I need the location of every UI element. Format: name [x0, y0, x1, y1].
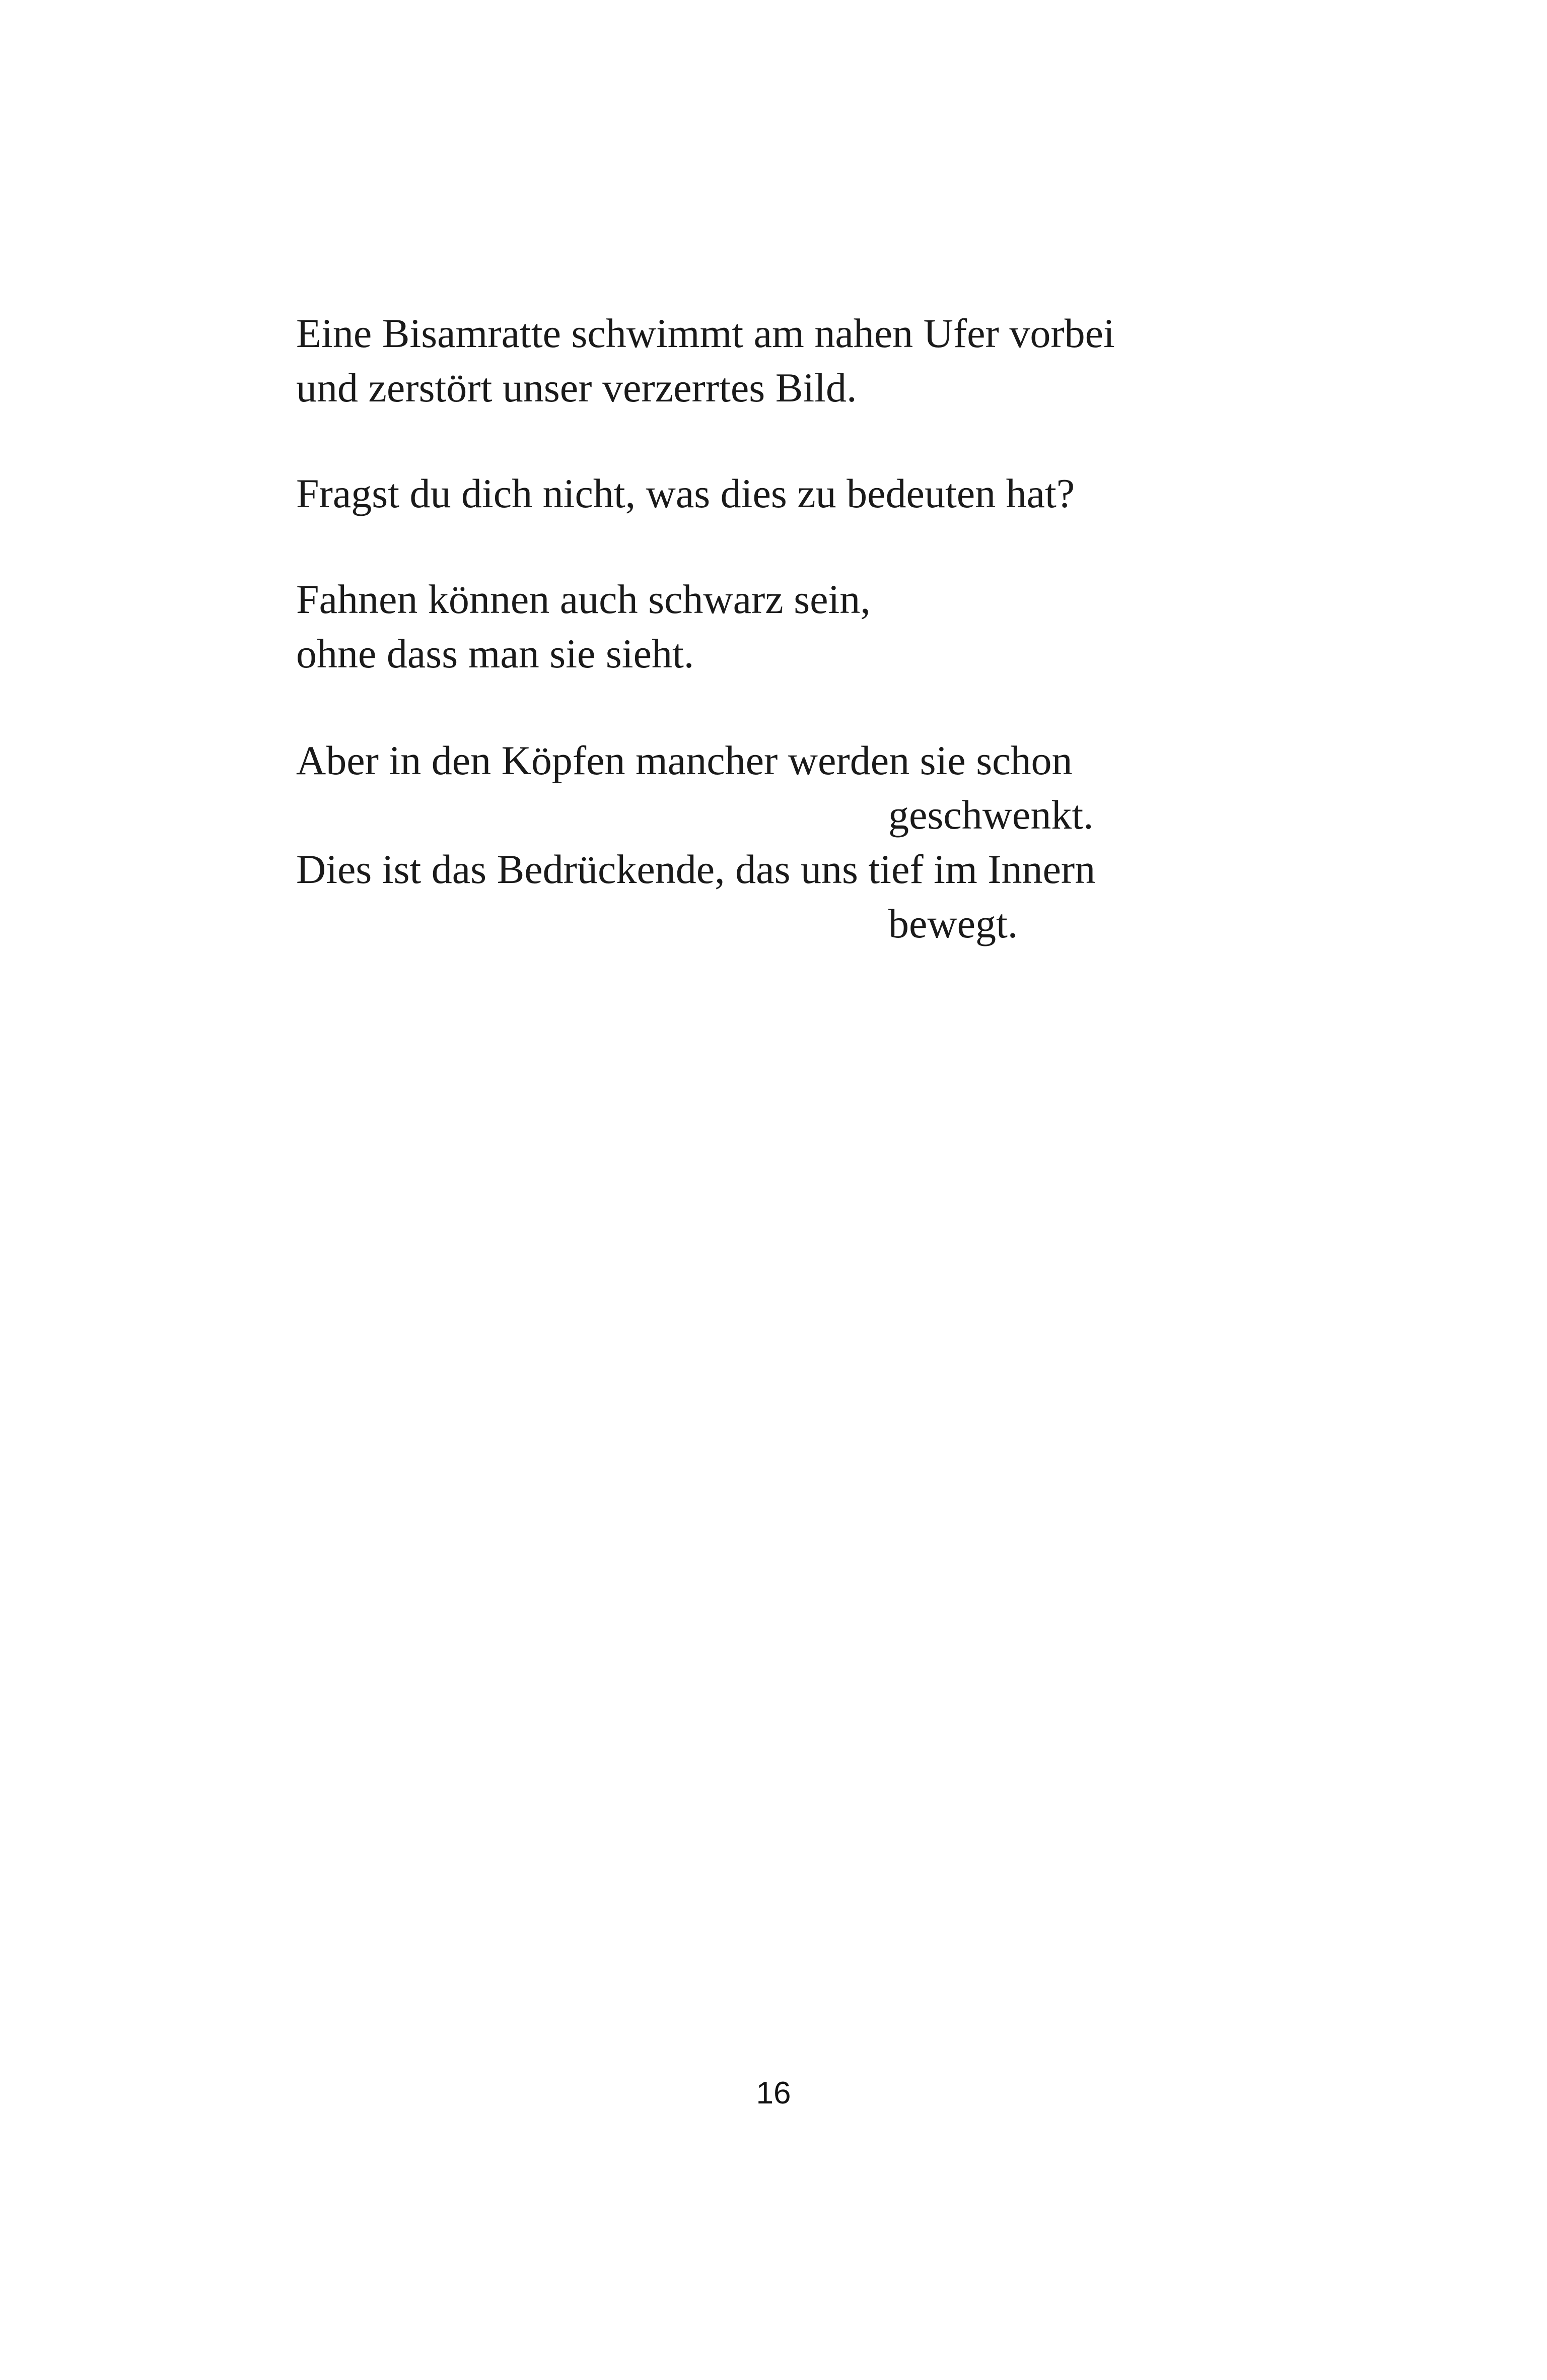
poem-line: Fahnen können auch schwarz sein, — [296, 576, 871, 622]
poem-line: Eine Bisamratte schwimmt am nahen Ufer vorbei — [296, 310, 1115, 356]
poem-line: Fragst du dich nicht, was dies zu bedeuten hat? — [296, 470, 1075, 516]
poem-line: Aber in den Köpfen mancher werden sie schon — [296, 737, 1073, 783]
page-number: 16 — [756, 2076, 791, 2111]
poem-line: und zerstört unser verzerrtes Bild. — [296, 365, 857, 411]
poem-line-continuation: geschwenkt. — [888, 792, 1094, 838]
poem-line: Dies ist das Bedrückende, das uns tief im Innern — [296, 846, 1096, 892]
poem-line-continuation: bewegt. — [888, 901, 1018, 946]
poem-line: ohne dass man sie sieht. — [296, 631, 694, 676]
